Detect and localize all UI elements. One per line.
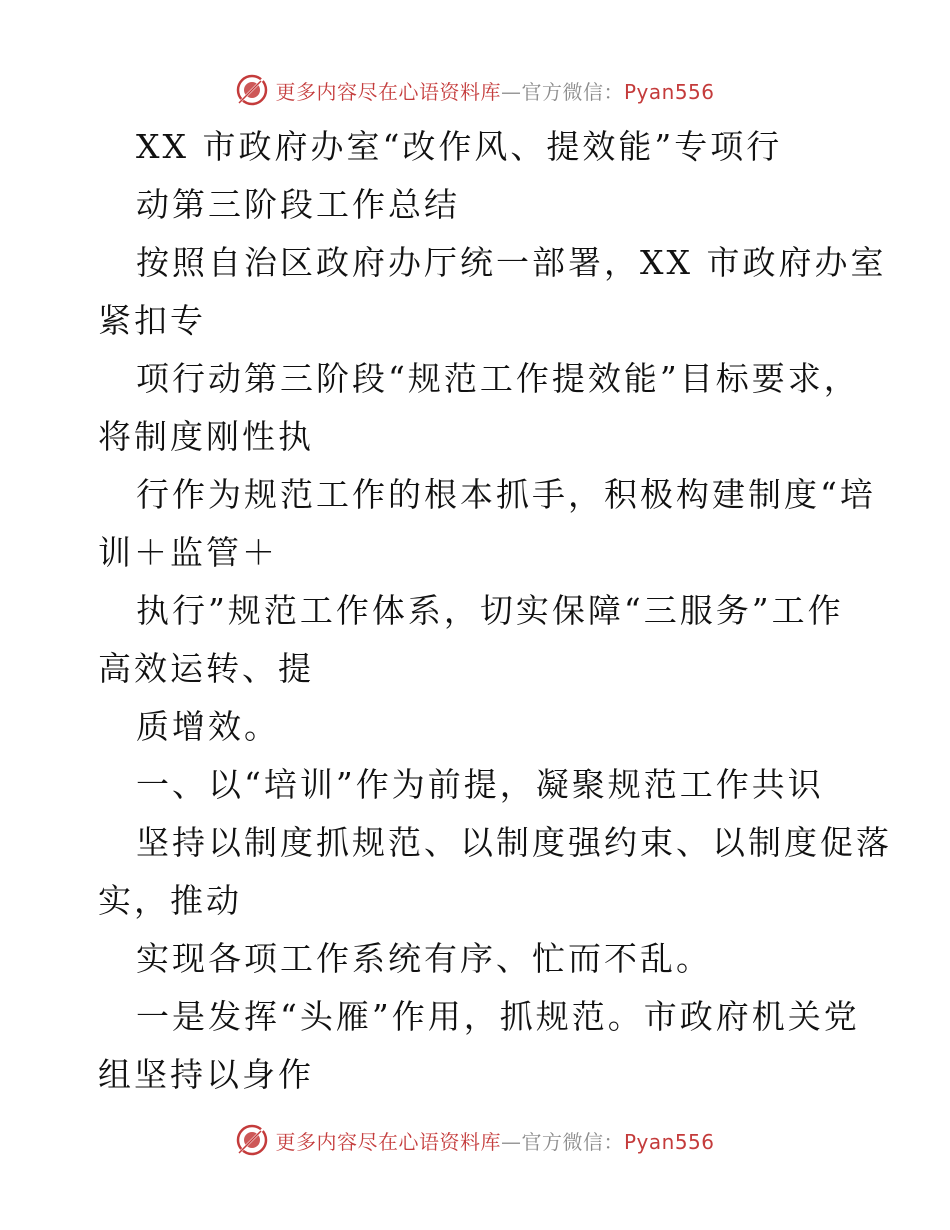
- doc-line: 执行”规范工作体系，切实保障“三服务”工作: [136, 591, 844, 630]
- doc-line: 实，推动: [98, 881, 242, 920]
- doc-line: 质增效。: [136, 707, 280, 746]
- doc-line: 紧扣专: [98, 301, 206, 340]
- doc-line: 动第三阶段工作总结: [136, 185, 460, 224]
- watermark-header: [0, 70, 950, 110]
- doc-line: 组坚持以身作: [98, 1055, 314, 1094]
- doc-line: XX 市政府办室“改作风、提效能”专项行: [136, 127, 783, 166]
- document-body: [98, 118, 892, 1104]
- doc-line: 实现各项工作系统有序、忙而不乱。: [136, 939, 712, 978]
- doc-line: 按照自治区政府办厅统一部署，XX 市政府办室: [136, 243, 887, 282]
- quill-logo-icon: [235, 1123, 269, 1157]
- watermark-text: 更多内容尽在心语资料库—官方微信：Pyan556: [275, 1129, 715, 1154]
- section-heading: 一、以“培训”作为前提，凝聚规范工作共识: [136, 765, 824, 804]
- doc-line: 将制度刚性执: [98, 417, 314, 456]
- doc-line: 行作为规范工作的根本抓手，积极构建制度“培: [136, 475, 876, 514]
- watermark-footer: [0, 1120, 950, 1160]
- doc-line: 坚持以制度抓规范、以制度强约束、以制度促落: [136, 823, 892, 862]
- doc-line: 一是发挥“头雁”作用，抓规范。市政府机关党: [136, 997, 860, 1036]
- doc-line: 项行动第三阶段“规范工作提效能”目标要求，: [136, 359, 860, 398]
- quill-logo-icon: [235, 73, 269, 107]
- doc-line: 高效运转、提: [98, 649, 314, 688]
- watermark-text: 更多内容尽在心语资料库—官方微信：Pyan556: [275, 79, 715, 104]
- doc-line: 训＋监管＋: [98, 533, 278, 572]
